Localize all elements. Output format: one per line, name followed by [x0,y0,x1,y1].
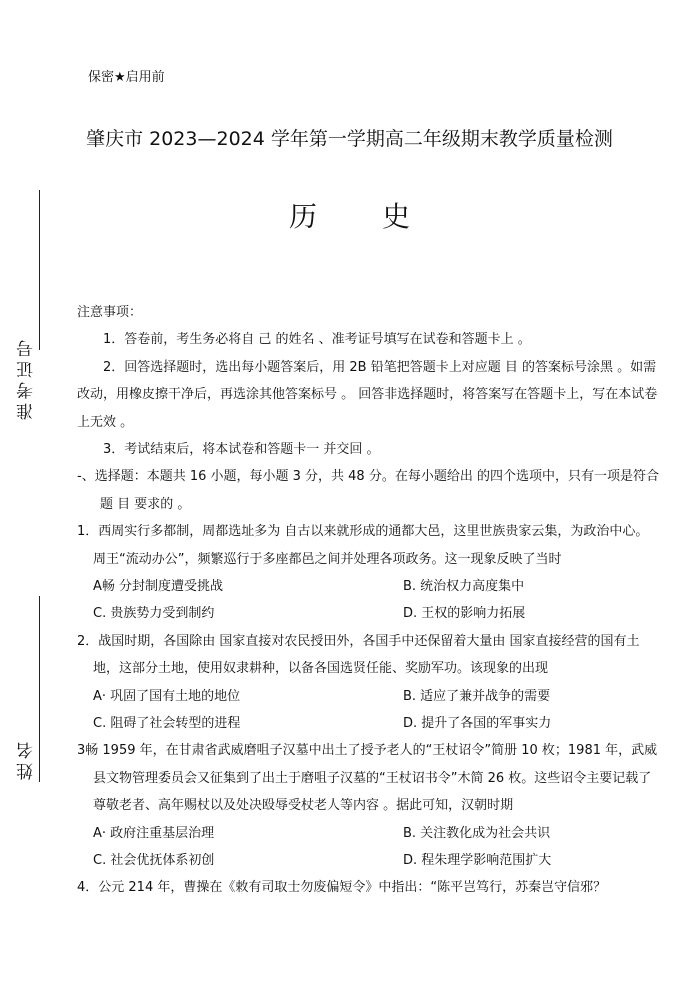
question-stem: 3畅 1959 年，在甘肃省武威磨咀子汉墓中出土了授予老人的“王杖诏令”简册 10 枚；1981 年，武威县文物管理委员会又征集到了出土于磨咀子汉墓的“王杖诏书令”木简 26 枚。这些诏令主要记载了尊敬老者、高年赐杖以及处决殴辱受杖老人等内容 。据此可知，汉朝时期 [77,743,658,814]
exam-title: 肇庆市 2023—2024 学年第一学期高二年级期末教学质量检测 [86,128,613,150]
option-row [77,710,659,737]
question-stem: 1．西周实行多都制，周都选址多为 自古以来就形成的通都大邑，这里世族贵家云集，为政治中心。周王“流动办公”，频繁巡行于多座都邑之间并处理各项政务。这一现象反映了当时 [77,524,649,567]
notice-item: 3．考试结束后，将本试卷和答题卡一 并交回 。 [103,442,380,458]
question-stem: 2．战国时期，各国除由 国家直接对农民授田外，各国手中还保留着大量由 国家直接经营的国有土地，这部分土地，使用奴隶耕种，以备各国选贤任能、奖励军功。该现象的出现 [77,633,640,677]
option-a: A· 政府注重基层治理 [93,825,215,841]
option-b: B. 关注教化成为社会共识 [403,825,551,841]
option-d: D. 提升了各国的军事实力 [403,716,552,732]
exam-id-label: 准考证号 [17,336,37,420]
notice-item: 2．回答选择题时，选出每小题答案后，用 2B 铅笔把答题卡上对应题 目 的答案标号涂黑 。如需改动，用橡皮擦干净后，再选涂其他答案标号 。 回答非选择题时，将答案写在答题卡上，写在本试卷上无效 。 [77,359,658,430]
option-row [77,847,659,874]
option-d: D. 程朱理学影响范围扩大 [403,853,552,869]
option-row [77,573,659,600]
option-b: B. 统治权力高度集中 [403,579,525,595]
option-row [77,600,659,627]
option-d: D. 王权的影响力拓展 [403,606,526,622]
option-a: A· 巩固了国有土地的地位 [93,688,241,704]
name-label: 姓名 [17,738,37,780]
option-a: A畅 分封制度遭受挑战 [93,579,224,595]
option-row [77,683,659,710]
option-c: C. 贵族势力受到制约 [93,606,215,622]
option-row [77,820,659,847]
subject-title: 历 史 [289,200,438,233]
question-stem: 4．公元 214 年，曹操在《敕有司取士勿废偏短令》中指出：“陈平岂笃行，苏秦岂守信邪？ [77,880,607,896]
section-heading: -、选择题：本题共 16 小题，每小题 3 分，共 48 分。在每小题给出 的四个选项中，只有一项是符合题 目 要求的 。 [77,469,659,512]
exam-id-line [39,190,40,350]
notice-heading: 注意事项： [77,305,143,320]
exam-content [77,299,659,902]
option-c: C. 阻碍了社会转型的进程 [93,716,241,732]
option-c: C. 社会优抚体系初创 [93,853,215,869]
notice-item: 1．答卷前，考生务必将自 己 的姓名 、准考证号填写在试卷和答题卡上 。 [103,332,531,348]
confidential-mark: 保密★启用前 [88,70,165,85]
name-line [39,596,40,782]
option-b: B. 适应了兼并战争的需要 [403,688,551,704]
